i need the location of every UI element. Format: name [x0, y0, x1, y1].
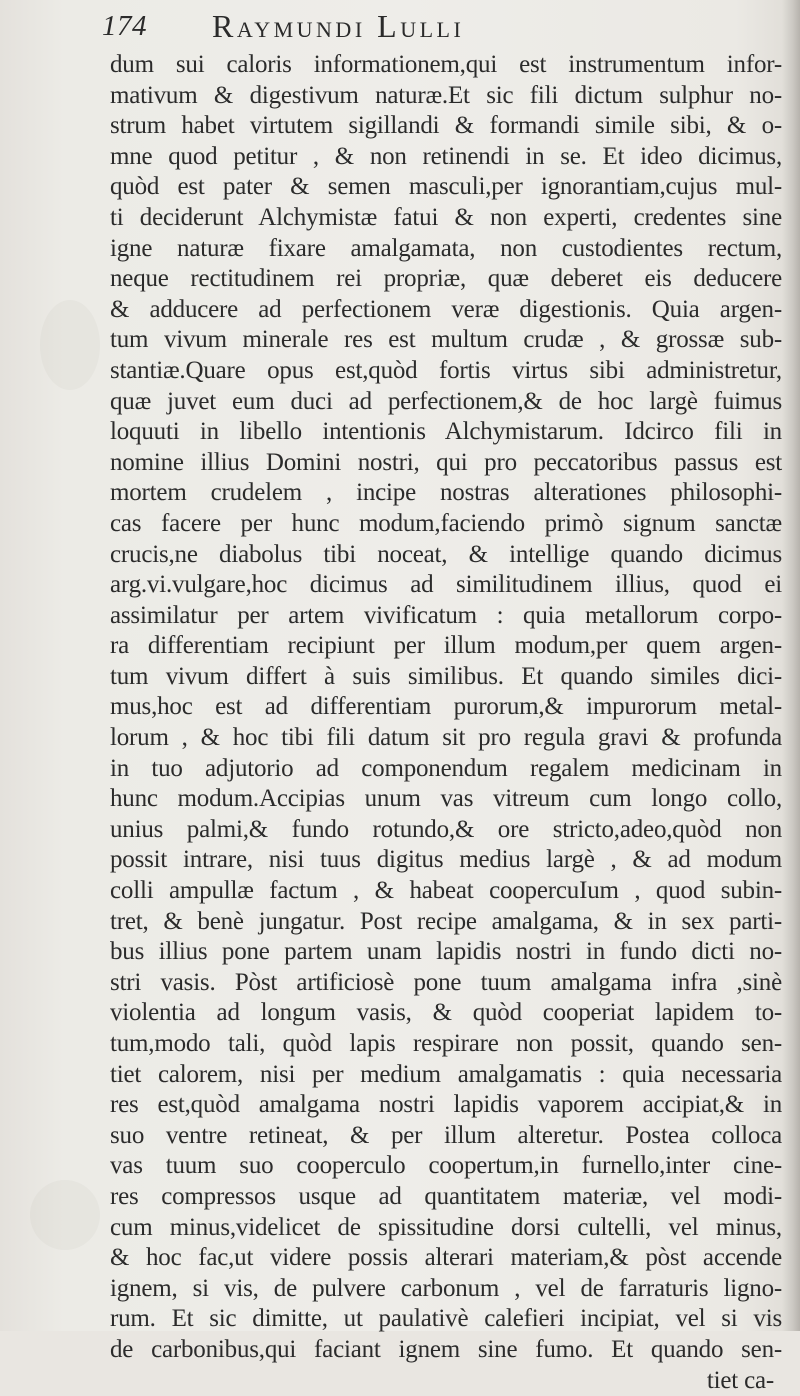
text-line: loquuti in libello intentionis Alchymistarum. Idcirco fili in: [110, 418, 782, 446]
text-line: bus illius pone partem unam lapidis nostri in fundo dicti no-: [110, 938, 782, 966]
text-line: arg.vi.vulgare,hoc dicimus ad similitudinem illius, quod ei: [110, 571, 782, 599]
text-line: vas tuum suo cooperculo coopertum,in furnello,inter cine-: [110, 1152, 782, 1180]
text-line: nomine illius Domini nostri, qui pro peccatoribus passus est: [110, 448, 782, 476]
page-gutter-shadow: [782, 0, 800, 1331]
running-title: Raymundi Lulli: [212, 8, 465, 44]
text-line: tiet calorem, nisi per medium amalgamatis : quia necessaria: [110, 1060, 782, 1088]
paper-stain: [40, 300, 100, 390]
text-line: violentia ad longum vasis, & quòd cooperiat lapidem to-: [110, 999, 782, 1027]
text-line: rum. Et sic dimitte, ut paulativè calefieri incipiat, vel si vis: [110, 1305, 782, 1333]
text-line: tum vivum minerale res est multum crudæ , & grossæ sub-: [110, 326, 782, 354]
text-line: mortem crudelem , incipe nostras alterationes philosophi-: [110, 479, 782, 507]
catchword: tiet ca-: [706, 1366, 774, 1394]
text-line: ti deciderunt Alchymistæ fatui & non experti, credentes sine: [110, 203, 782, 231]
text-line: de carbonibus,qui faciant ignem sine fumo. Et quando sen-: [110, 1335, 782, 1363]
text-line: quæ juvet eum duci ad perfectionem,& de hoc largè fuimus: [110, 387, 782, 415]
text-line: colli ampullæ factum , & habeat coopercuIum , quod subin-: [110, 877, 782, 905]
text-line: strum habet virtutem sigillandi & formandi simile sibi, & o-: [110, 112, 782, 140]
text-line: neque rectitudinem rei propriæ, quæ deberet eis deducere: [110, 265, 782, 293]
text-line: tret, & benè jungatur. Post recipe amalgama, & in sex parti-: [110, 907, 782, 935]
page-number: 174: [102, 10, 147, 42]
text-line: mus,hoc est ad differentiam purorum,& impurorum metal-: [110, 693, 782, 721]
text-line: res compressos usque ad quantitatem materiæ, vel modi-: [110, 1182, 782, 1210]
text-line: tum vivum differt à suis similibus. Et quando similes dici-: [110, 662, 782, 690]
text-line: hunc modum.Accipias unum vas vitreum cum longo collo,: [110, 785, 782, 813]
text-line: dum sui caloris informationem,qui est instrumentum infor-: [110, 51, 782, 78]
text-line: crucis,ne diabolus tibi noceat, & intellige quando dicimus: [110, 540, 782, 568]
text-line: cum minus,videlicet de spissitudine dorsi cultelli, vel minus,: [110, 1213, 782, 1241]
body-text: [110, 50, 782, 1396]
text-line: possit intrare, nisi tuus digitus medius largè , & ad modum: [110, 846, 782, 874]
text-line: tum,modo tali, quòd lapis respirare non possit, quando sen-: [110, 1030, 782, 1057]
text-line: unius palmi,& fundo rotundo,& ore stricto,adeo,quòd non: [110, 815, 782, 843]
text-line: assimilatur per artem vivificatum : quia metallorum corpo-: [110, 601, 782, 629]
text-line: stri vasis. Pòst artificiosè pone tuum amalgama infra ,sinè: [110, 968, 782, 996]
text-line: stantiæ.Quare opus est,quòd fortis virtus sibi administretur,: [110, 356, 782, 384]
text-line: ignem, si vis, de pulvere carbonum , vel de farraturis ligno-: [110, 1274, 782, 1302]
text-line: igne naturæ fixare amalgamata, non custodientes rectum,: [110, 234, 782, 262]
text-line: & adducere ad perfectionem veræ digestionis. Quia argen-: [110, 295, 782, 323]
text-line: cas facere per hunc modum,faciendo primò signum sanctæ: [110, 509, 782, 537]
text-line: mne quod petitur , & non retinendi in se. Et ideo dicimus,: [110, 142, 782, 170]
text-line: ra differentiam recipiunt per illum modum,per quem argen-: [110, 632, 782, 660]
text-line: quòd est pater & semen masculi,per ignorantiam,cujus mul-: [110, 173, 782, 201]
text-line: & hoc fac,ut videre possis alterari materiam,& pòst accende: [110, 1244, 782, 1272]
paper-stain: [30, 1180, 100, 1250]
text-line: res est,quòd amalgama nostri lapidis vaporem accipiat,& in: [110, 1091, 782, 1119]
text-line: suo ventre retineat, & per illum alteretur. Postea colloca: [110, 1121, 782, 1149]
text-line: in tuo adjutorio ad componendum regalem medicinam in: [110, 754, 782, 782]
text-line: mativum & digestivum naturæ.Et sic fili dictum sulphur no-: [110, 81, 782, 109]
text-line: lorum , & hoc tibi fili datum sit pro regula gravi & profunda: [110, 724, 782, 752]
running-head: [102, 4, 792, 44]
